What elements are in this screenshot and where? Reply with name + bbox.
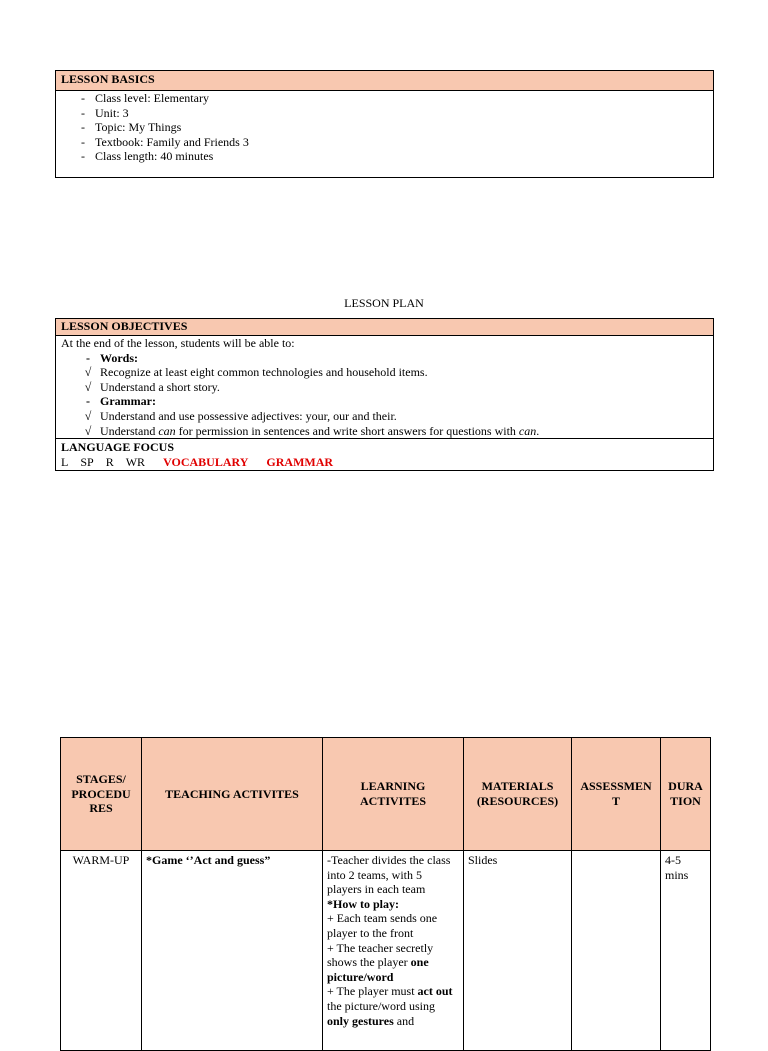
column-header: ASSESSMEN T [572, 738, 661, 851]
list-item: √ Recognize at least eight common technologies and household items. [84, 365, 428, 380]
lesson-objectives-box [55, 318, 714, 471]
column-header: TEACHING ACTIVITES [142, 738, 323, 851]
materials-cell: Slides [464, 851, 572, 1051]
list-item: - Textbook: Family and Friends 3 [81, 134, 249, 149]
list-item: √ Understand and use possessive adjectives: your, our and their. [84, 408, 397, 423]
duration-cell: 4-5 mins [661, 851, 711, 1051]
column-header: DURA TION [661, 738, 711, 851]
stage-cell: WARM-UP [61, 851, 142, 1051]
list-item: - Grammar: [86, 394, 156, 409]
assessment-cell [572, 851, 661, 1051]
language-focus [56, 438, 713, 470]
learning-cell: -Teacher divides the class into 2 teams, with 5 players in each team *How to play: + Each team sends one player to the front + The teacher secretly shows the player one picture/word + The player must act out the picture/word using only gestures and [323, 851, 464, 1051]
list-item: - Class level: Elementary [81, 91, 209, 105]
objectives-intro: At the end of the lesson, students will be able to: [61, 336, 295, 350]
language-focus-header: LANGUAGE FOCUS [61, 440, 175, 455]
list-item: √ Understand a short story. [84, 379, 220, 394]
teaching-cell: *Game ‘’Act and guess” [142, 851, 323, 1051]
objectives-list [61, 351, 708, 439]
list-item: - Unit: 3 [81, 105, 129, 120]
lesson-basics-box [55, 70, 714, 178]
language-focus-skills: L SP R WR VOCABULARY GRAMMAR [61, 454, 334, 469]
stages-table [60, 737, 711, 1051]
vocabulary-tag: VOCABULARY [163, 454, 249, 469]
list-item: - Words: [86, 350, 139, 365]
grammar-tag: GRAMMAR [266, 454, 334, 469]
lesson-objectives-header: LESSON OBJECTIVES [56, 319, 713, 336]
column-header: LEARNING ACTIVITES [323, 738, 464, 851]
column-header: MATERIALS (RESOURCES) [464, 738, 572, 851]
table-row [61, 851, 711, 1051]
list-item: √ Understand can for permission in sentences and write short answers for questions with can. [84, 423, 540, 438]
lesson-basics-list [56, 91, 713, 164]
lesson-basics-header: LESSON BASICS [56, 71, 713, 91]
page-title: LESSON PLAN [344, 296, 424, 310]
column-header: STAGES/ PROCEDU RES [61, 738, 142, 851]
table-header-row [61, 738, 711, 851]
list-item: - Topic: My Things [81, 120, 182, 135]
list-item: - Class length: 40 minutes [81, 149, 214, 164]
